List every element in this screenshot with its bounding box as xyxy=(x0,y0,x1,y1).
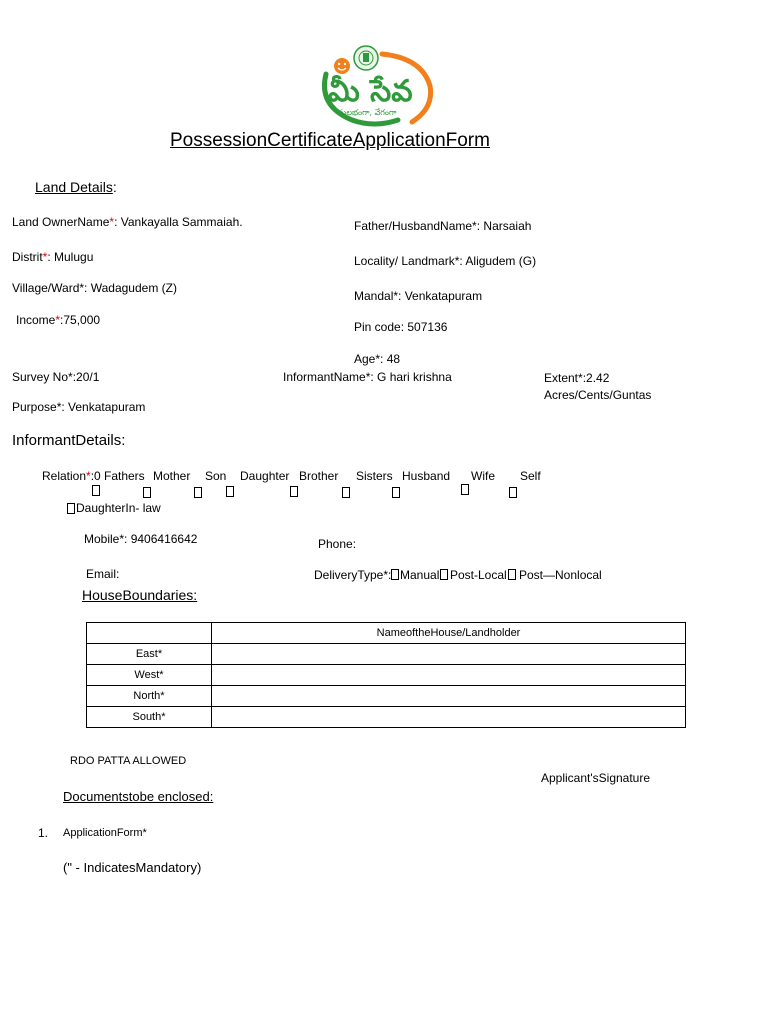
extent-field xyxy=(544,371,609,385)
checkbox-daughter-in-law[interactable] xyxy=(67,503,75,514)
relation-option-brother: Brother xyxy=(299,469,339,483)
field-value: : 9406416642 xyxy=(124,532,198,546)
checkbox-wife[interactable] xyxy=(461,484,469,495)
mobile-field xyxy=(84,532,197,546)
land-details-heading-text: Land Details xyxy=(35,179,113,195)
mee-seva-logo xyxy=(312,44,436,128)
boundary-label-north: North* xyxy=(87,686,212,707)
table-row xyxy=(87,644,686,665)
field-label: InformantName* xyxy=(283,370,371,384)
field-label: Land OwnerName xyxy=(12,215,110,229)
field-label: Extent* xyxy=(544,371,583,385)
delivery-option-post-local: Post-Local xyxy=(450,568,507,582)
table-header-blank-cell xyxy=(87,623,212,644)
relation-label xyxy=(42,469,101,483)
rdo-patta-allowed-text: RDO PATTA ALLOWED xyxy=(70,755,187,767)
extent-units: Acres/Cents/Guntas xyxy=(544,388,652,402)
field-label: DeliveryType*: xyxy=(314,568,392,582)
informant-name-field xyxy=(283,370,452,384)
email-field: Email: xyxy=(86,567,120,581)
required-marker: * xyxy=(55,313,61,327)
land-owner-name-field xyxy=(12,215,243,229)
checkbox-manual[interactable] xyxy=(391,569,399,580)
logo-tagline: సులభంగా, వేగంగా xyxy=(338,108,397,117)
documents-heading: Documentstobe enclosed: xyxy=(63,789,214,804)
relation-option-daughter-in-law: DaughterIn- law xyxy=(76,501,161,515)
field-value: : Venkatapuram xyxy=(398,289,483,303)
house-boundaries-heading: HouseBoundaries: xyxy=(82,587,198,603)
boundary-value-east[interactable] xyxy=(212,644,686,665)
boundary-value-west[interactable] xyxy=(212,665,686,686)
village-ward-field xyxy=(12,281,177,295)
delivery-option-manual: Manual xyxy=(400,568,440,582)
field-label: Locality/ Landmark* xyxy=(354,254,460,268)
relation-option-mother: Mother xyxy=(153,469,191,483)
field-label: Relation xyxy=(42,469,87,483)
survey-no-field xyxy=(12,370,99,384)
document-label-application-form: ApplicationForm* xyxy=(63,827,147,839)
field-label: Income xyxy=(16,313,56,327)
table-row xyxy=(87,665,686,686)
boundary-label-east: East* xyxy=(87,644,212,665)
field-label: Distrit xyxy=(12,250,43,264)
mandatory-note: (" - IndicatesMandatory) xyxy=(63,860,202,875)
pin-code-field xyxy=(354,320,447,334)
required-marker: * xyxy=(86,469,91,483)
house-boundaries-table xyxy=(86,622,686,728)
income-field xyxy=(16,313,100,327)
checkbox-mother[interactable] xyxy=(143,487,151,498)
relation-option-daughter: Daughter xyxy=(240,469,290,483)
checkbox-post-local[interactable] xyxy=(440,569,448,580)
field-value: : 507136 xyxy=(400,320,448,334)
document-list-item xyxy=(38,826,48,840)
field-value: : Aligudem (G) xyxy=(459,254,537,268)
relation-option-fathers: Fathers xyxy=(104,469,145,483)
phone-field: Phone: xyxy=(318,537,357,551)
mandal-field xyxy=(354,289,482,303)
list-number: 1. xyxy=(38,826,49,840)
checkbox-brother[interactable] xyxy=(290,486,298,497)
field-label: Purpose* xyxy=(12,400,62,414)
age-field xyxy=(354,352,400,366)
delivery-type-field xyxy=(314,568,391,582)
form-title: PossessionCertificateApplicationForm xyxy=(170,130,490,151)
checkbox-post-nonlocal[interactable] xyxy=(508,569,516,580)
relation-option-son: Son xyxy=(205,469,227,483)
checkbox-fathers[interactable] xyxy=(92,485,100,496)
applicant-signature-label: Applicant'sSignature xyxy=(541,771,651,785)
field-value: : G hari krishna xyxy=(370,370,452,384)
boundary-label-south: South* xyxy=(87,707,212,728)
field-value: :20/1 xyxy=(72,370,100,384)
checkbox-daughter[interactable] xyxy=(226,486,234,497)
checkbox-sisters[interactable] xyxy=(342,487,350,498)
field-label: Mandal* xyxy=(354,289,399,303)
field-value: : 48 xyxy=(380,352,401,366)
boundary-value-south[interactable] xyxy=(212,707,686,728)
relation-option-sisters: Sisters xyxy=(356,469,393,483)
field-value: :75,000 xyxy=(60,313,101,327)
field-label: Mobile* xyxy=(84,532,125,546)
locality-landmark-field xyxy=(354,254,536,268)
checkbox-husband[interactable] xyxy=(392,487,400,498)
required-marker: * xyxy=(109,215,115,229)
boundary-value-north[interactable] xyxy=(212,686,686,707)
father-husband-name-field xyxy=(354,219,531,233)
relation-option-self: Self xyxy=(520,469,541,483)
field-value: : Mulugu xyxy=(47,250,94,264)
relation-option-husband: Husband xyxy=(402,469,451,483)
district-field xyxy=(12,250,93,264)
checkbox-self[interactable] xyxy=(509,487,517,498)
table-header-row xyxy=(87,623,686,644)
relation-option-wife: Wife xyxy=(471,469,495,483)
table-row xyxy=(87,707,686,728)
purpose-field xyxy=(12,400,145,414)
table-row xyxy=(87,686,686,707)
land-details-heading-colon: : xyxy=(112,179,117,195)
land-details-heading xyxy=(35,179,117,195)
field-label: Village/Ward* xyxy=(12,281,85,295)
field-label: Father/HusbandName* xyxy=(354,219,477,233)
field-value: : Vankayalla Sammaiah. xyxy=(114,215,243,229)
field-label: Pin code xyxy=(354,320,401,334)
informant-details-heading: InformantDetails: xyxy=(12,432,126,449)
field-value: : Narsaiah xyxy=(476,219,532,233)
field-value: : Wadagudem (Z) xyxy=(84,281,177,295)
field-value: :2.42 xyxy=(582,371,610,385)
field-value: : Venkatapuram xyxy=(61,400,146,414)
required-marker: * xyxy=(42,250,48,264)
logo-telugu-text: మీ సేవ xyxy=(328,74,413,109)
field-label: Survey No* xyxy=(12,370,73,384)
checkbox-son[interactable] xyxy=(194,487,202,498)
field-label: Age* xyxy=(354,352,381,366)
boundary-label-west: West* xyxy=(87,665,212,686)
delivery-option-post-nonlocal: Post—Nonlocal xyxy=(519,568,602,582)
table-header-cell: NameoftheHouse/Landholder xyxy=(212,623,686,644)
field-suffix: :0 xyxy=(90,469,101,483)
